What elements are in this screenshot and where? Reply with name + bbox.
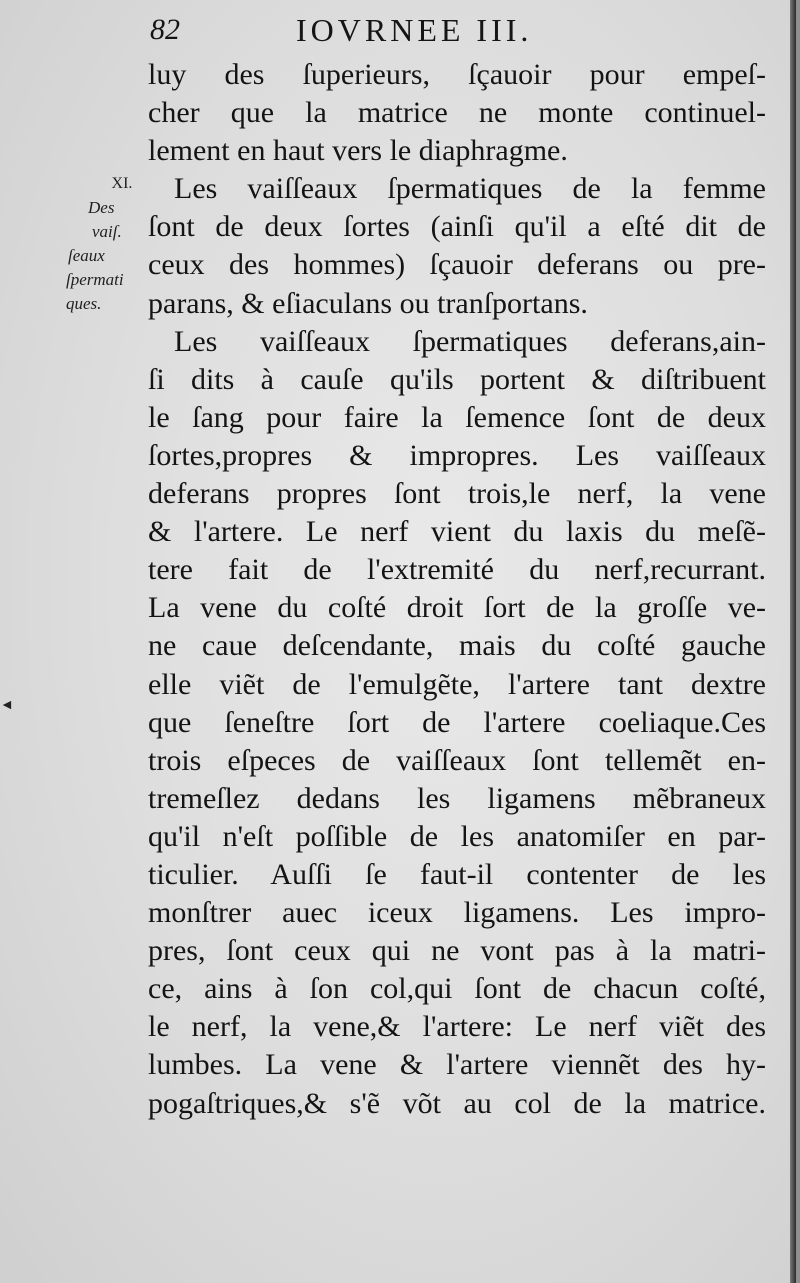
text-line: parans, & eſiaculans ou tranſportans. (148, 286, 588, 320)
text-line: Les vaiſſeaux ſpermatiques deferans,ain- (174, 324, 766, 358)
text-line: cher que la matrice ne monte continuel- (148, 96, 766, 130)
marginal-note-line: vaiſ. (92, 222, 122, 241)
text-line: tremeſlez dedans les ligamens mẽbraneux (148, 781, 766, 815)
text-line: elle viẽt de l'emulgẽte, l'artere tant dextre (148, 667, 766, 701)
text-line: Les vaiſſeaux ſpermatiques de la femme (174, 172, 766, 206)
text-line: ce, ains à ſon col,qui ſont de chacun coſté, (148, 972, 766, 1006)
text-line: pres, ſont ceux qui ne vont pas à la matri- (148, 934, 766, 968)
page-number: 82 (150, 13, 180, 46)
text-line: tere fait de l'extremité du nerf,recurrant. (148, 553, 766, 587)
text-line: que ſeneſtre ſort de l'artere coeliaque.Ces (148, 705, 766, 739)
running-header (150, 10, 750, 50)
text-line: ceux des hommes) ſçauoir deferans ou pre- (148, 248, 766, 282)
page-gutter (790, 0, 796, 1283)
marginal-note-line: ſeaux (68, 246, 105, 265)
text-line: ticulier. Auſſi ſe faut-il contenter de les (148, 857, 766, 891)
text-line: le ſang pour faire la ſemence ſont de deux (148, 400, 766, 434)
text-line: trois eſpeces de vaiſſeaux ſont tellemẽt en- (148, 743, 766, 777)
marginal-note-number: XI. (111, 175, 133, 192)
text-line: pogaſtriques,& s'ẽ võt au col de la matrice. (148, 1086, 766, 1120)
text-line: deferans propres ſont trois,le nerf, la vene (148, 477, 766, 511)
text-line: monſtrer auec iceux ligamens. Les impro- (148, 896, 766, 930)
text-line: ſortes,propres & impropres. Les vaiſſeaux (148, 438, 766, 472)
marginal-note-line: Des (88, 198, 115, 217)
running-title: IOVRNEE III. (296, 12, 533, 48)
text-line: La vene du coſté droit ſort de la groſſe ve- (148, 591, 766, 625)
text-line: ſi dits à cauſe qu'ils portent & diſtribuent (148, 362, 766, 396)
text-line: le nerf, la vene,& l'artere: Le nerf viẽt des (148, 1010, 766, 1044)
marginal-note (66, 172, 156, 316)
gutter-mark-icon: ◄ (0, 698, 14, 713)
text-line: qu'il n'eſt poſſible de les anatomiſer en par- (148, 819, 766, 853)
text-line: lumbes. La vene & l'artere viennẽt des hy- (148, 1048, 766, 1082)
body-text (148, 56, 766, 1123)
text-line: lement en haut vers le diaphragme. (148, 134, 568, 168)
marginal-note-line: ques. (66, 294, 102, 313)
text-line: & l'artere. Le nerf vient du laxis du meſẽ- (148, 515, 766, 549)
marginal-note-line: ſpermati (66, 270, 124, 289)
text-line: ſont de deux ſortes (ainſi qu'il a eſté dit de (148, 210, 766, 244)
text-line: luy des ſuperieurs, ſçauoir pour empeſ- (148, 58, 766, 91)
text-line: ne caue deſcendante, mais du coſté gauche (148, 629, 766, 663)
